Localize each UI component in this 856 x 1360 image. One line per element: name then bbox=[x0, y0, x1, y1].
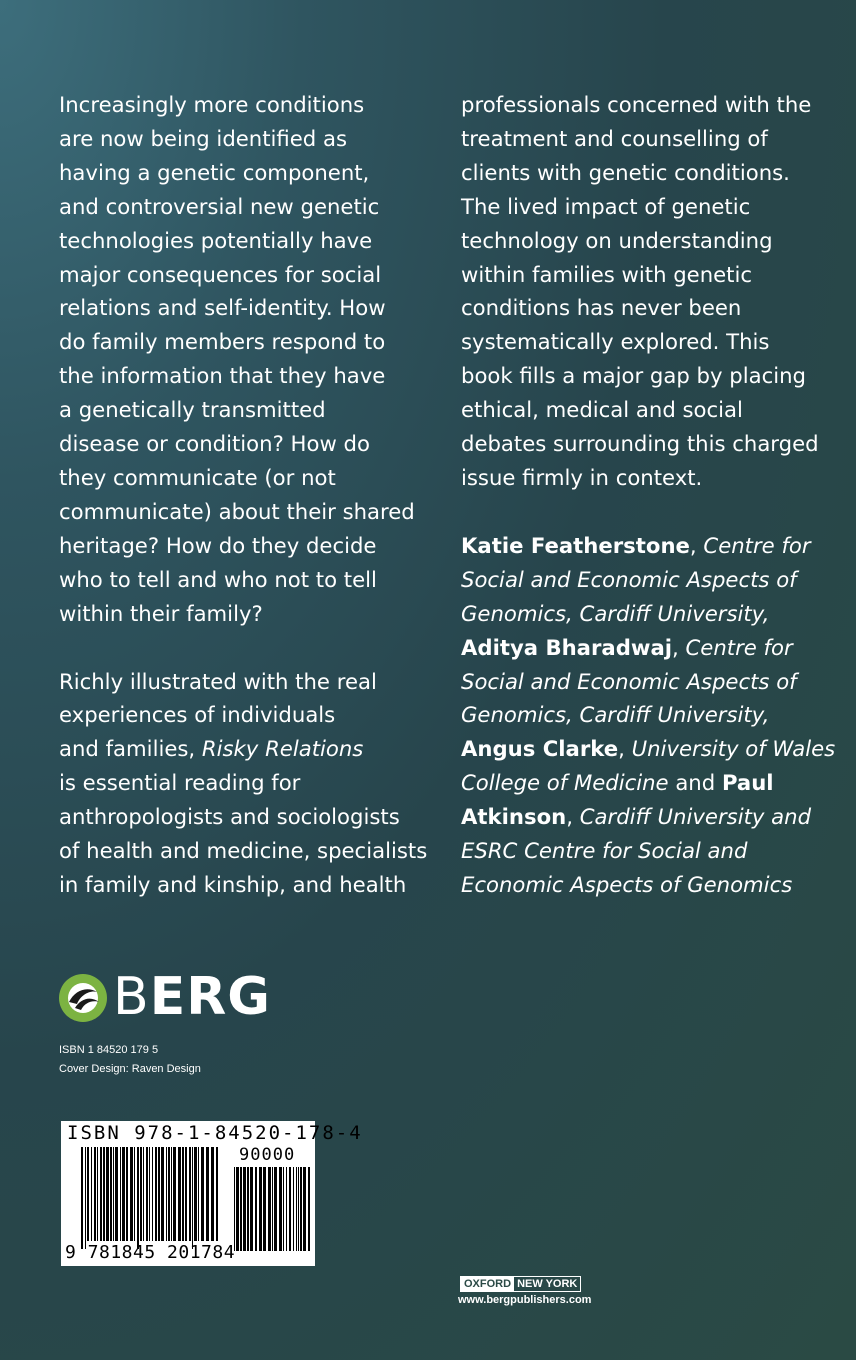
author-name: Paul bbox=[721, 770, 774, 796]
text-fragment: and families, bbox=[59, 736, 202, 762]
barcode-bar bbox=[198, 1147, 199, 1241]
berg-swirl-icon bbox=[57, 972, 109, 1024]
author-affiliation: Social and Economic Aspects of bbox=[461, 668, 797, 694]
barcode-bar bbox=[283, 1167, 284, 1251]
barcode-bar bbox=[240, 1167, 242, 1251]
publisher-website: www.bergpublishers.com bbox=[458, 1294, 592, 1306]
barcode-bar bbox=[173, 1147, 176, 1241]
barcode-bar bbox=[298, 1167, 299, 1251]
text-line: the information that they have bbox=[59, 363, 386, 389]
barcode-box bbox=[61, 1121, 363, 1266]
barcode-bar bbox=[126, 1147, 128, 1241]
text-line: systematically explored. This bbox=[461, 329, 770, 355]
blurb-paragraph-1 bbox=[59, 88, 439, 631]
barcode-bar bbox=[81, 1147, 83, 1249]
text-line: within their family? bbox=[59, 600, 263, 626]
barcode-bar bbox=[255, 1167, 257, 1251]
text-line: do family members respond to bbox=[59, 329, 386, 355]
barcode-bar bbox=[91, 1147, 92, 1241]
barcode-bar bbox=[259, 1167, 262, 1251]
barcode-bar bbox=[182, 1147, 184, 1241]
blurb-paragraph-3 bbox=[461, 88, 841, 495]
text-line bbox=[461, 732, 841, 766]
isbn-info bbox=[59, 1041, 201, 1079]
conjunction: and bbox=[668, 770, 722, 796]
text-line: anthropologists and sociologists bbox=[59, 804, 400, 830]
barcode-bar bbox=[122, 1147, 125, 1241]
logo-wordmark bbox=[113, 967, 271, 1027]
barcode-bar bbox=[300, 1167, 302, 1251]
barcode-bar bbox=[152, 1147, 153, 1241]
barcode-bar bbox=[185, 1147, 187, 1241]
barcode-bar bbox=[110, 1147, 112, 1241]
author-name: Angus Clarke bbox=[461, 736, 619, 762]
barcode-bar bbox=[158, 1147, 160, 1241]
author-affiliation: Social and Economic Aspects of bbox=[461, 566, 797, 592]
barcode-bar bbox=[192, 1147, 193, 1249]
text-line bbox=[461, 631, 841, 665]
blurb-right-column bbox=[461, 88, 841, 902]
logo-letter: B bbox=[113, 967, 150, 1027]
author-credits bbox=[461, 529, 841, 902]
text-line: are now being identified as bbox=[59, 125, 348, 151]
isbn-line: ISBN 1 84520 179 5 bbox=[59, 1044, 159, 1056]
barcode-bars bbox=[81, 1147, 219, 1249]
text-line: and controversial new genetic bbox=[59, 193, 380, 219]
author-affiliation: Cardiff University and bbox=[579, 804, 812, 830]
text-line: heritage? How do they decide bbox=[59, 532, 377, 558]
text-line: within families with genetic bbox=[461, 261, 753, 287]
text-line: debates surrounding this charged bbox=[461, 431, 819, 457]
separator: , bbox=[566, 804, 580, 830]
barcode-bar bbox=[115, 1147, 118, 1241]
barcode-number: 9 781845 201784 bbox=[65, 1242, 236, 1263]
text-line: communicate) about their shared bbox=[59, 498, 415, 524]
author-affiliation: Genomics, Cardiff University, bbox=[461, 600, 770, 626]
separator: , bbox=[618, 736, 632, 762]
publisher-cities bbox=[460, 1276, 581, 1292]
text-line: Increasingly more conditions bbox=[59, 92, 365, 117]
text-line: treatment and counselling of bbox=[461, 125, 768, 151]
barcode-bar bbox=[211, 1147, 214, 1241]
text-line: in family and kinship, and health bbox=[59, 871, 407, 897]
text-line: experiences of individuals bbox=[59, 702, 336, 728]
barcode-bar bbox=[168, 1147, 170, 1241]
text-line: clients with genetic conditions. bbox=[461, 159, 790, 185]
barcode-bar bbox=[189, 1147, 191, 1241]
barcode-bar bbox=[178, 1147, 181, 1241]
barcode-bar bbox=[303, 1167, 306, 1251]
barcode-bar bbox=[97, 1147, 98, 1241]
barcode-bar bbox=[194, 1147, 197, 1241]
text-line: disease or condition? How do bbox=[59, 431, 370, 457]
text-line: they communicate (or not bbox=[59, 464, 336, 490]
barcode-bar bbox=[140, 1147, 142, 1241]
text-line: conditions has never been bbox=[461, 295, 742, 321]
author-affiliation: College of Medicine bbox=[461, 770, 669, 796]
barcode-bar bbox=[146, 1147, 148, 1241]
text-line bbox=[59, 732, 439, 766]
barcode-bar bbox=[236, 1167, 239, 1251]
text-line bbox=[461, 766, 841, 800]
author-name: Katie Featherstone bbox=[461, 532, 690, 558]
separator: , bbox=[672, 634, 686, 660]
author-affiliation: ESRC Centre for Social and bbox=[461, 838, 748, 864]
barcode-bar bbox=[293, 1167, 294, 1251]
barcode-bar bbox=[171, 1147, 172, 1241]
text-line: professionals concerned with the bbox=[461, 92, 812, 117]
barcode-bar bbox=[272, 1167, 273, 1251]
author-affiliation: Genomics, Cardiff University, bbox=[461, 702, 770, 728]
barcode-bar bbox=[234, 1167, 235, 1251]
author-name: Atkinson bbox=[461, 804, 567, 830]
barcode-bar bbox=[137, 1147, 139, 1249]
text-line: ethical, medical and social bbox=[461, 397, 743, 423]
barcode-bar bbox=[113, 1147, 114, 1241]
barcode-bar bbox=[289, 1167, 291, 1251]
barcode-bar bbox=[155, 1147, 157, 1241]
barcode-bar bbox=[296, 1167, 297, 1251]
blurb-left-column bbox=[59, 88, 439, 902]
author-name: Aditya Bharadwaj bbox=[461, 634, 673, 660]
text-line: technologies potentially have bbox=[59, 227, 373, 253]
barcode-bar bbox=[274, 1167, 277, 1251]
text-line: issue firmly in context. bbox=[461, 464, 703, 490]
barcode-bar bbox=[279, 1167, 282, 1251]
city-new-york: NEW YORK bbox=[517, 1278, 578, 1290]
barcode-bar bbox=[308, 1167, 310, 1251]
barcode-bar bbox=[247, 1167, 249, 1251]
text-line: a genetically transmitted bbox=[59, 397, 326, 423]
barcode-bar bbox=[120, 1147, 121, 1241]
text-line: having a genetic component, bbox=[59, 159, 370, 185]
barcode-bar bbox=[206, 1147, 209, 1241]
barcode-bar bbox=[166, 1147, 167, 1241]
barcode-bar bbox=[87, 1147, 89, 1241]
barcode-addon-bars bbox=[234, 1167, 310, 1259]
author-affiliation: Centre for bbox=[685, 634, 793, 660]
barcode-bar bbox=[130, 1147, 133, 1241]
author-affiliation: Centre for bbox=[703, 532, 811, 558]
barcode-bar bbox=[250, 1167, 253, 1251]
text-line: technology on understanding bbox=[461, 227, 773, 253]
author-affiliation: Economic Aspects of Genomics bbox=[461, 871, 793, 897]
barcode-isbn-text: ISBN 978-1-84520-178-4 bbox=[67, 1122, 363, 1144]
text-line: book fills a major gap by placing bbox=[461, 363, 806, 389]
barcode-bar bbox=[243, 1167, 246, 1251]
text-line: who to tell and who not to tell bbox=[59, 566, 377, 592]
barcode-bar bbox=[134, 1147, 135, 1241]
text-line: is essential reading for bbox=[59, 770, 301, 796]
barcode-bar bbox=[100, 1147, 102, 1241]
barcode-bar bbox=[103, 1147, 105, 1241]
barcode-bar bbox=[268, 1167, 271, 1251]
barcode-bar bbox=[94, 1147, 96, 1241]
book-title: Risky Relations bbox=[201, 736, 364, 762]
barcode-addon-text: 90000 bbox=[239, 1145, 296, 1165]
barcode-bar bbox=[143, 1147, 144, 1241]
barcode-bar bbox=[286, 1167, 287, 1251]
author-affiliation: University of Wales bbox=[631, 736, 836, 762]
logo-letters: ERG bbox=[149, 967, 271, 1027]
city-oxford: OXFORD bbox=[461, 1277, 514, 1291]
text-line: The lived impact of genetic bbox=[461, 193, 751, 219]
separator: , bbox=[689, 532, 704, 558]
barcode-bar bbox=[263, 1167, 266, 1251]
cover-design-credit: Cover Design: Raven Design bbox=[59, 1063, 201, 1075]
text-line bbox=[461, 800, 841, 834]
barcode-bar bbox=[161, 1147, 164, 1241]
text-line bbox=[461, 529, 841, 563]
text-line: of health and medicine, specialists bbox=[59, 838, 428, 864]
barcode-bar bbox=[85, 1147, 86, 1249]
blurb-paragraph-2 bbox=[59, 665, 439, 902]
text-line: Richly illustrated with the real bbox=[59, 668, 377, 694]
text-line: major consequences for social bbox=[59, 261, 382, 287]
barcode-bar bbox=[106, 1147, 109, 1241]
barcode-bar bbox=[149, 1147, 150, 1241]
barcode-bar bbox=[201, 1147, 204, 1241]
text-line: relations and self-identity. How bbox=[59, 295, 386, 321]
barcode-bar bbox=[216, 1147, 218, 1241]
